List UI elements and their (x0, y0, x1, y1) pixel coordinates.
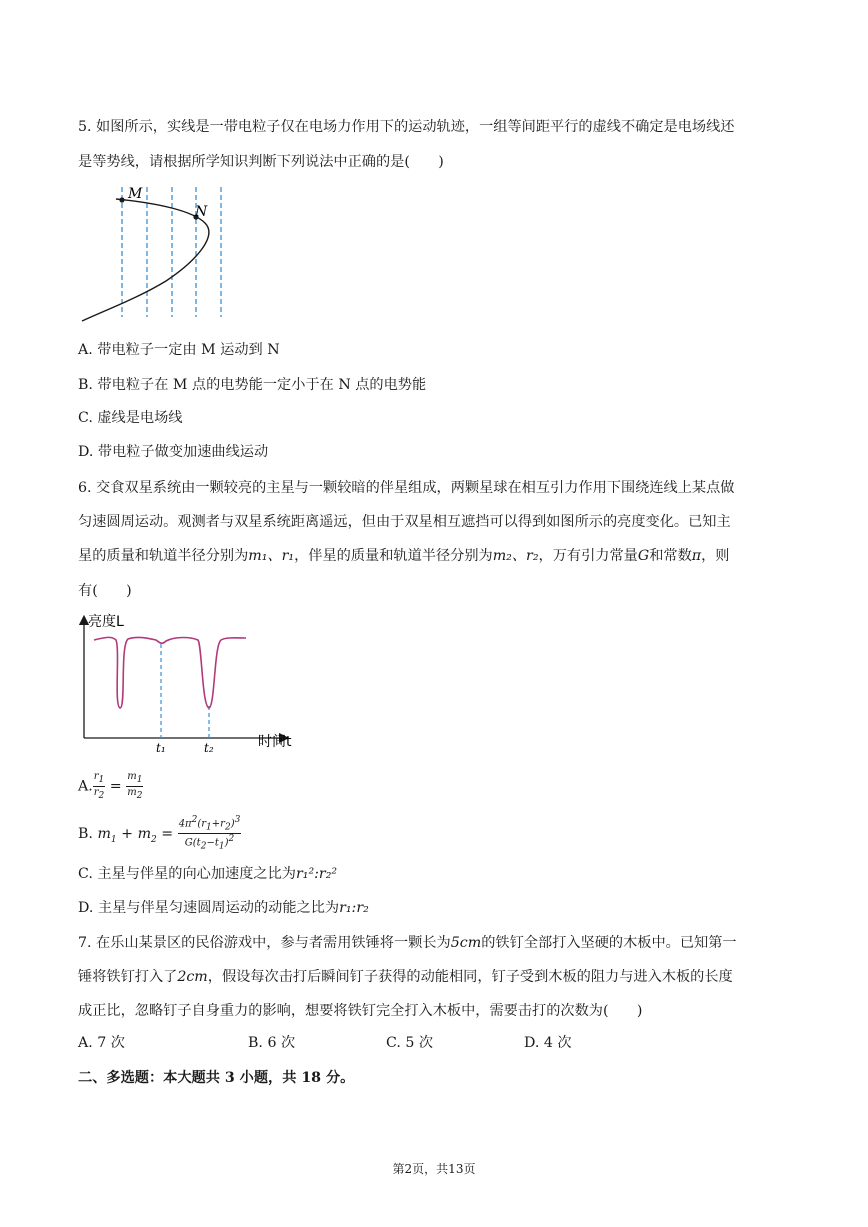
q6-option-b: B. $m_1 + m_2$ = $\frac{4\pi^2(r_1+r_2)^3}{G(t_2-t_1)^2}$ (78, 815, 241, 852)
q5-option-a: A. 带电粒子一定由 M 运动到 N (78, 342, 280, 358)
q7-stem-line1 (78, 933, 737, 953)
q7-stem-line2a: 锤将铁钉打入了 (78, 969, 178, 985)
q7-stem-line2 (78, 967, 733, 987)
q6-option-a-lhs: $\frac{r_1}{r_2}$ (93, 771, 105, 801)
q5-label-m: M (128, 186, 143, 202)
q6-stem-line2: 匀速圆周运动。观测者与双星系统距离遥远，但由于双星相互遮挡可以得到如图所示的亮度变化。已知主 (78, 514, 731, 530)
q6-stem-line3c: ，万有引力常量 (538, 548, 638, 564)
q6-stem-line3d: 和常数 (649, 548, 692, 564)
q5-stem-line2: 是等势线，请根据所学知识判断下列说法中正确的是( ) (78, 154, 444, 170)
q5-trajectory (82, 199, 209, 321)
q6-y-label: 亮度L (88, 614, 124, 630)
q6-stem-line3 (78, 546, 730, 566)
q6-stem-line4: 有( ) (78, 583, 132, 599)
q6-tick-t1: t₁ (156, 741, 166, 755)
q6-brightness-figure (76, 610, 306, 760)
q6-stem-line3b: ，伴星的质量和轨道半径分别为 (294, 548, 493, 564)
q7-length-5cm: 5cm (450, 935, 482, 951)
q6-stem-line3a: 星的质量和轨道半径分别为 (78, 548, 249, 564)
q6-var-m2r2: m₂、r₂ (492, 548, 539, 564)
q6-option-b-rhs: $\frac{4\pi^2(r_1+r_2)^3}{G(t_2-t_1)^2}$ (178, 815, 241, 852)
q6-option-d (78, 898, 369, 918)
q6-var-pi: π (691, 548, 702, 564)
q6-tick-t2: t₂ (204, 741, 214, 755)
page-footer: 第2页，共13页 (392, 1162, 476, 1176)
q6-option-c-math: r₁²:r₂² (296, 866, 338, 882)
q6-option-c (78, 864, 337, 884)
q5-point-m (119, 197, 124, 202)
q6-option-a-prefix: A. (78, 778, 93, 795)
q5-option-b: B. 带电粒子在 M 点的电势能一定小于在 N 点的电势能 (78, 377, 427, 393)
q6-option-d-math: r₁:r₂ (339, 900, 369, 916)
q6-option-c-text: C. 主星与伴星的向心加速度之比为 (78, 866, 296, 882)
q6-x-label: 时间t (258, 734, 292, 750)
q6-var-g: G (637, 548, 650, 564)
q7-length-2cm: 2cm (177, 969, 208, 985)
q5-option-c: C. 虚线是电场线 (78, 410, 183, 426)
q7-option-c: C. 5 次 (386, 1035, 434, 1051)
q7-option-d: D. 4 次 (524, 1035, 572, 1051)
section-heading-multiple-choice: 二、多选题：本大题共 3 小题，共 18 分。 (78, 1070, 355, 1086)
q6-stem-line1: 6. 交食双星系统由一颗较亮的主星与一颗较暗的伴星组成，两颗星球在相互引力作用下围绕连线上某点做 (78, 480, 735, 496)
q7-stem-line1c: 的铁钉全部打入坚硬的木板中。已知第一 (481, 935, 737, 951)
q5-option-d: D. 带电粒子做变加速曲线运动 (78, 444, 269, 460)
q7-stem-line3: 成正比，忽略钉子自身重力的影响，想要将铁钉完全打入木板中，需要击打的次数为( ) (78, 1003, 643, 1019)
q5-stem-line1: 5. 如图所示，实线是一带电粒子仅在电场力作用下的运动轨迹，一组等间距平行的虚线不确定是电场线还 (78, 119, 735, 135)
q6-option-a-rhs: $\frac{m_1}{m_2}$ (127, 771, 143, 801)
q6-option-a: A. $\frac{r_1}{r_2}$ = $\frac{m_1}{m_2}$ (78, 771, 143, 801)
q5-label-n: N (195, 204, 208, 220)
q7-stem-line2c: ，假设每次击打后瞬间钉子获得的动能相同，钉子受到木板的阻力与进入木板的长度 (207, 969, 733, 985)
q6-brightness-curve (94, 637, 246, 708)
q7-stem-line1a: 7. 在乐山某景区的民俗游戏中，参与者需用铁锤将一颗长为 (78, 935, 451, 951)
q6-stem-line3e: ，则 (701, 548, 730, 564)
q7-option-b: B. 6 次 (248, 1035, 296, 1051)
q6-var-m1r1: m₁、r₁ (248, 548, 295, 564)
q6-option-d-text: D. 主星与伴星匀速圆周运动的动能之比为 (78, 900, 340, 916)
q6-option-b-prefix: B. (78, 825, 93, 842)
q7-option-a: A. 7 次 (78, 1035, 125, 1051)
q5-figure (78, 183, 248, 323)
